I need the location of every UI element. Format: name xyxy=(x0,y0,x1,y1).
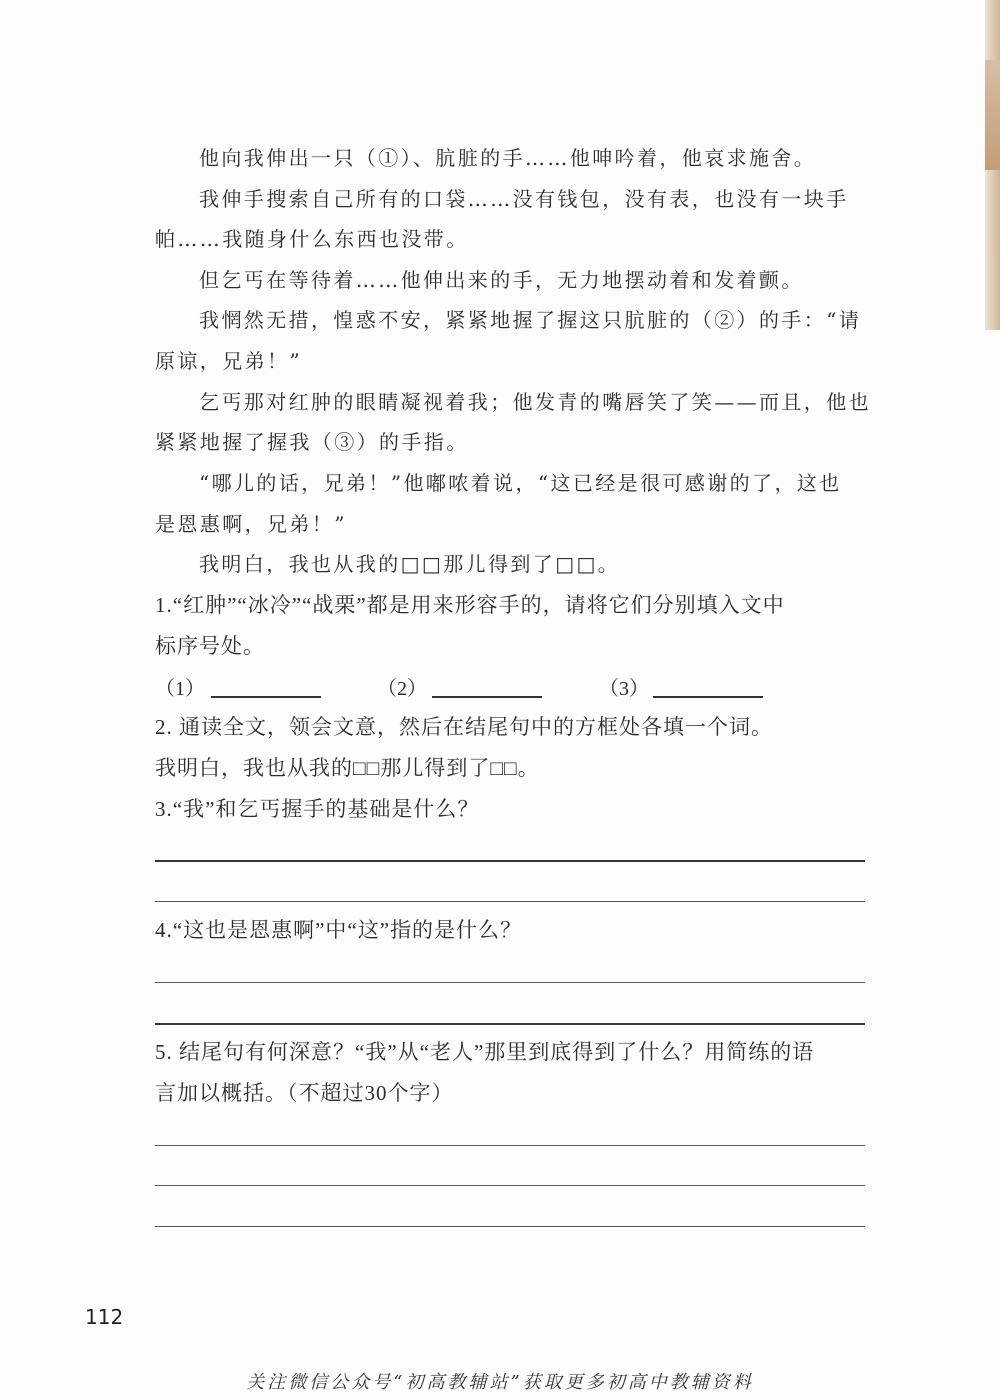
passage-line-3: 帕……我随身什么东西也没带。 xyxy=(155,227,469,251)
page-edge-decoration xyxy=(985,0,1000,330)
question-5-answer-line-1[interactable] xyxy=(155,1145,865,1146)
question-2-text: 2. 通读全文，领会文意，然后在结尾句中的方框处各填一个词。 xyxy=(155,715,773,739)
blank-3-label: （3） xyxy=(599,678,649,700)
question-3-answer-line-1[interactable] xyxy=(155,860,865,862)
question-5-text-cont: 言加以概括。（不超过30个字） xyxy=(155,1081,454,1105)
question-5-text: 5. 结尾句有何深意？“我”从“老人”那里到底得到了什么？用简练的语 xyxy=(155,1040,815,1064)
question-1-text-cont: 标序号处。 xyxy=(155,634,265,658)
footer-watermark-text: 关注微信公众号“初高教辅站”获取更多初高中教辅资料 xyxy=(246,1372,754,1393)
passage-line-2: 我伸手搜索自己所有的口袋……没有钱包，没有表，也没有一块手 xyxy=(199,187,849,211)
question-3-answer-line-2[interactable] xyxy=(155,901,865,902)
question-5-answer-line-2[interactable] xyxy=(155,1185,865,1186)
passage-line-9: “哪儿的话，兄弟！”他嘟哝着说，“这已经是很可感谢的了，这也 xyxy=(199,471,842,495)
question-4-text: 4.“这也是恩惠啊”中“这”指的是什么？ xyxy=(155,918,523,942)
blank-1-answer[interactable] xyxy=(211,696,321,698)
passage-line-1: 他向我伸出一只（①）、肮脏的手……他呻吟着，他哀求施舍。 xyxy=(199,146,817,170)
question-1-text: 1.“红肿”“冰冷”“战栗”都是用来形容手的，请将它们分别填入文中 xyxy=(155,593,785,617)
question-4-answer-line-1[interactable] xyxy=(155,982,865,983)
question-3-text: 3.“我”和乞丐握手的基础是什么？ xyxy=(155,797,480,821)
blank-3-answer[interactable] xyxy=(653,696,763,698)
blank-2-label: （2） xyxy=(377,678,427,700)
question-4-answer-line-2[interactable] xyxy=(155,1023,865,1025)
passage-line-11: 我明白，我也从我的□□那儿得到了□□。 xyxy=(199,552,621,576)
question-5-answer-line-3[interactable] xyxy=(155,1226,865,1227)
passage-line-10: 是恩惠啊，兄弟！” xyxy=(155,512,347,536)
passage-line-8: 紧紧地握了握我（③）的手指。 xyxy=(155,430,469,454)
blank-2-answer[interactable] xyxy=(432,696,542,698)
question-2-sentence: 我明白，我也从我的□□那儿得到了□□。 xyxy=(155,756,540,780)
passage-line-6: 原谅，兄弟！” xyxy=(155,349,303,373)
passage-line-5: 我惘然无措，惶惑不安，紧紧地握了握这只肮脏的（②）的手：“请 xyxy=(199,308,862,332)
page-number: 112 xyxy=(85,1305,124,1329)
question-1-blanks xyxy=(155,672,865,702)
passage-line-4: 但乞丐在等待着……他伸出来的手，无力地摆动着和发着颤。 xyxy=(199,268,804,292)
blank-1-label: （1） xyxy=(155,678,205,700)
passage-line-7: 乞丐那对红肿的眼睛凝视着我；他发青的嘴唇笑了笑——而且，他也 xyxy=(199,390,871,414)
